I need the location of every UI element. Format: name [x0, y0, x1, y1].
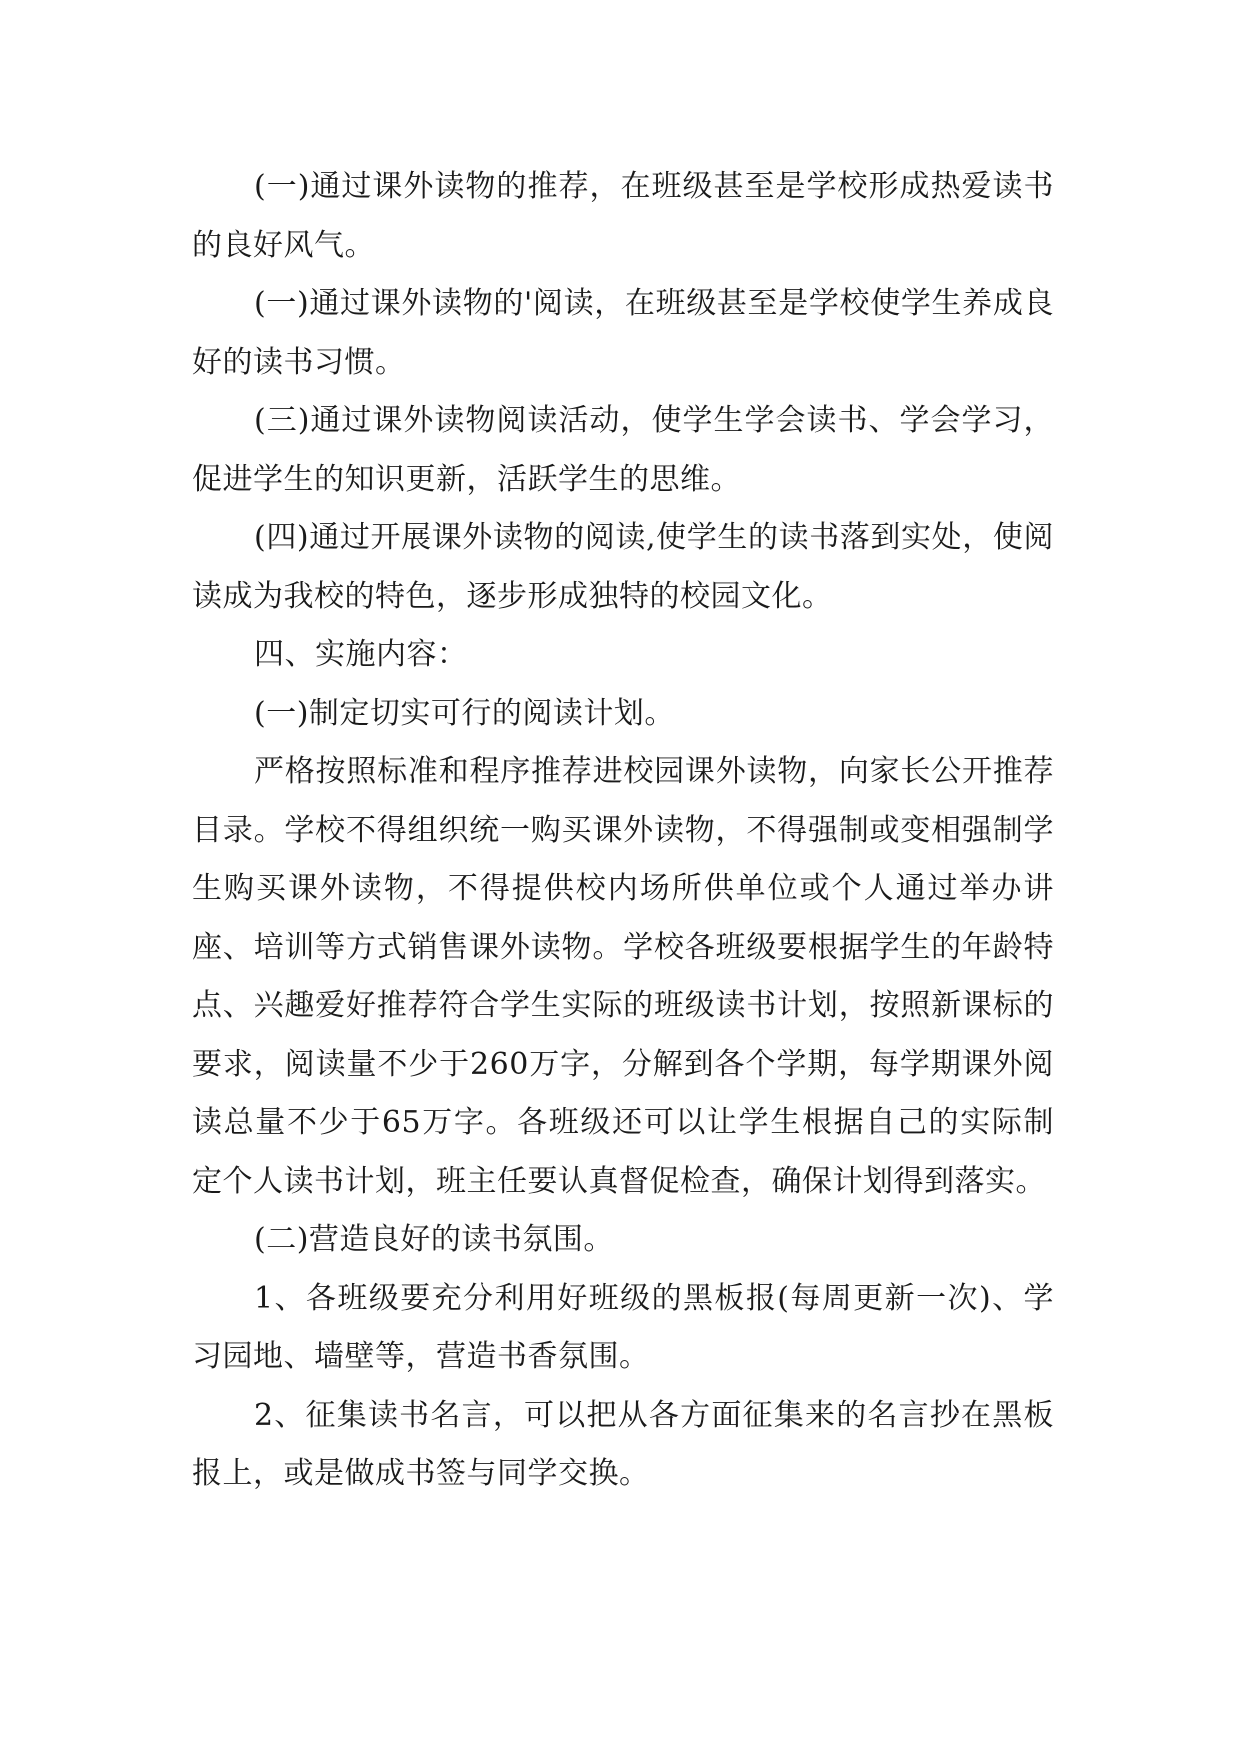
- subheading-reading-atmosphere: (二)营造良好的读书氛围。: [254, 1222, 614, 1257]
- section-heading-implementation: 四、实施内容：: [254, 637, 468, 672]
- paragraph-reading-plan: 严格按照标准和程序推荐进校园课外读物，向家长公开推荐目录。学校不得组织统一购买课外读物，不得强制或变相强制学生购买课外读物，不得提供校内场所供单位或个人通过举办讲座、培训等方式销售课外读物。学校各班级要根据学生的年龄特点、兴趣爱好推荐符合学生实际的班级读书计划，按照新课标的要求，阅读量不少于260万字，分解到各个学期，每学期课外阅读总量不少于65万字。各班级还可以让学生根据自己的实际制定个人读书计划，班主任要认真督促检查，确保计划得到落实。: [192, 754, 1054, 1199]
- paragraph-goal-4: (四)通过开展课外读物的阅读,使学生的读书落到实处，使阅读成为我校的特色，逐步形成独特的校园文化。: [192, 520, 1054, 614]
- paragraph-blackboard: 1、各班级要充分利用好班级的黑板报(每周更新一次)、学习园地、墙壁等，营造书香氛围。: [192, 1280, 1054, 1374]
- document-body: [192, 158, 1054, 1504]
- paragraph-goal-1: (一)通过课外读物的推荐，在班级甚至是学校形成热爱读书的良好风气。: [192, 169, 1054, 263]
- paragraph-goal-2: (一)通过课外读物的'阅读，在班级甚至是学校使学生养成良好的读书习惯。: [192, 286, 1054, 380]
- subheading-reading-plan: (一)制定切实可行的阅读计划。: [254, 695, 675, 731]
- paragraph-goal-3: (三)通过课外读物阅读活动，使学生学会读书、学会学习，促进学生的知识更新，活跃学生的思维。: [192, 403, 1054, 497]
- paragraph-quotes: 2、征集读书名言，可以把从各方面征集来的名言抄在黑板报上，或是做成书签与同学交换。: [192, 1397, 1054, 1491]
